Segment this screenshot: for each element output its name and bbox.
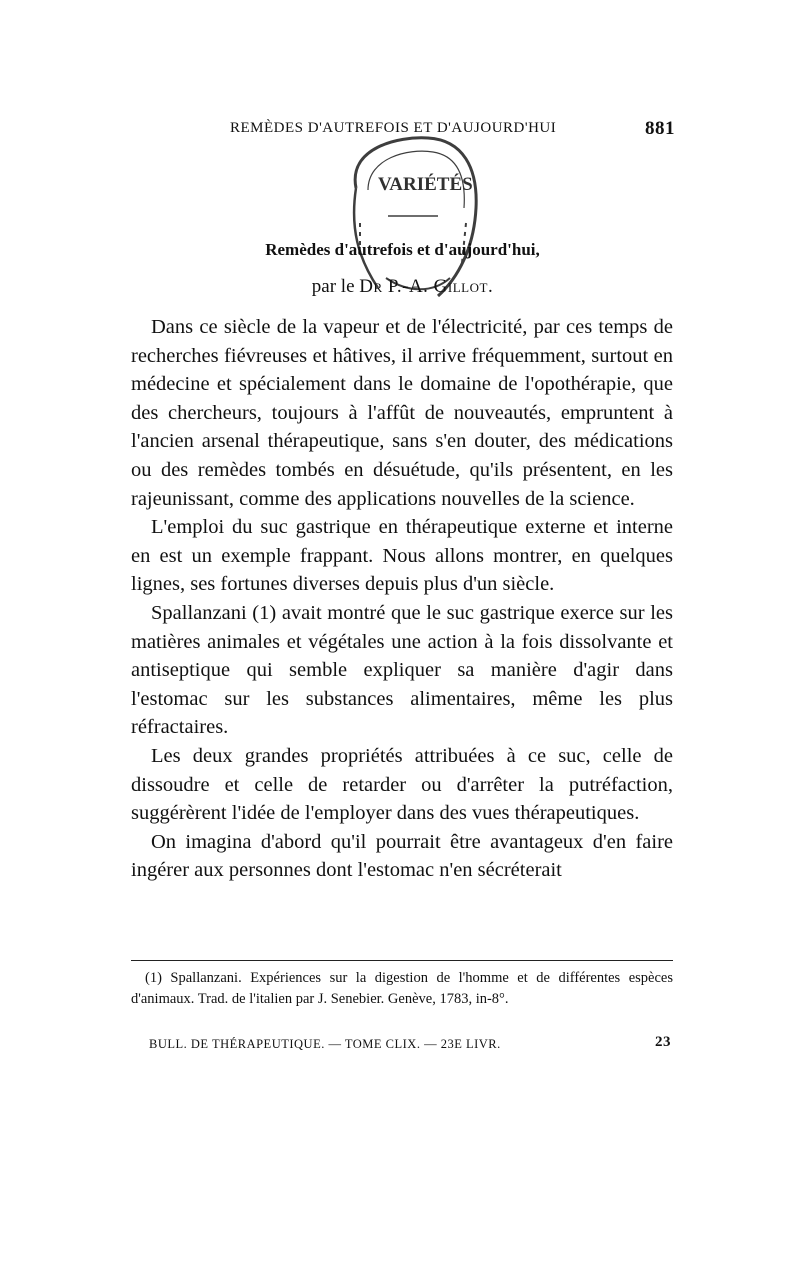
article-title: Remèdes d'autrefois et d'aujourd'hui, xyxy=(265,240,540,259)
footnote: (1) Spallanzani. Expériences sur la digestion de l'homme et de différentes espèces d'animaux. Trad. de l'italien par J. Senebier. Genève, 1783, in-8°. xyxy=(131,970,673,1007)
byline-prefix: par le xyxy=(311,276,355,297)
paragraph: Les deux grandes propriétés attribuées à ce suc, celle de dissoudre et celle de retarder ou d'arrêter la putréfaction, suggérèrent l'idée de l'employer dans des vues thérapeutiques. xyxy=(131,744,673,825)
author-name: Dr P.-A. Gillot. xyxy=(359,276,494,297)
page-number: 881 xyxy=(645,118,675,139)
footnote-divider xyxy=(131,960,673,961)
footer-publication-line: BULL. DE THÉRAPEUTIQUE. — TOME CLIX. — 23E LIVR. xyxy=(149,1037,501,1051)
paragraph: On imagina d'abord qu'il pourrait être avantageux d'en faire ingérer aux personnes dont l'estomac n'en sécréterait xyxy=(131,830,673,882)
signature-mark: 23 xyxy=(655,1034,671,1050)
running-title: REMÈDES D'AUTREFOIS ET D'AUJOURD'HUI xyxy=(230,120,557,136)
page-footer xyxy=(131,1035,673,1055)
body-text xyxy=(131,313,673,885)
stamp-label-text: VARIÉTÉS xyxy=(378,174,473,195)
paragraph: L'emploi du suc gastrique en thérapeutique externe et interne en est un exemple frappant. Nous allons montrer, en quelques lignes, ses fortunes diverses depuis plus d'un siècle. xyxy=(131,516,673,596)
paragraph: Dans ce siècle de la vapeur et de l'électricité, par ces temps de recherches fiévreuses et hâtives, il arrive fréquemment, surtout en médecine et spécialement dans le domaine de l'opothérapie, que des chercheurs, toujours à l'affût de nouveautés, empruntent à l'ancien arsenal thérapeutique, sans s'en douter, des médications ou des remèdes tombés en désuétude, qu'ils présentent, en les rajeunissant, comme des applications nouvelles de la science. xyxy=(131,316,673,510)
article-byline xyxy=(130,276,675,298)
paragraph: Spallanzani (1) avait montré que le suc gastrique exerce sur les matières animales et végétales une action à la fois dissolvante et antiseptique qui semble expliquer sa manière d'agir dans l'estomac sur les substances alimentaires, même les plus réfractaires. xyxy=(131,601,673,739)
